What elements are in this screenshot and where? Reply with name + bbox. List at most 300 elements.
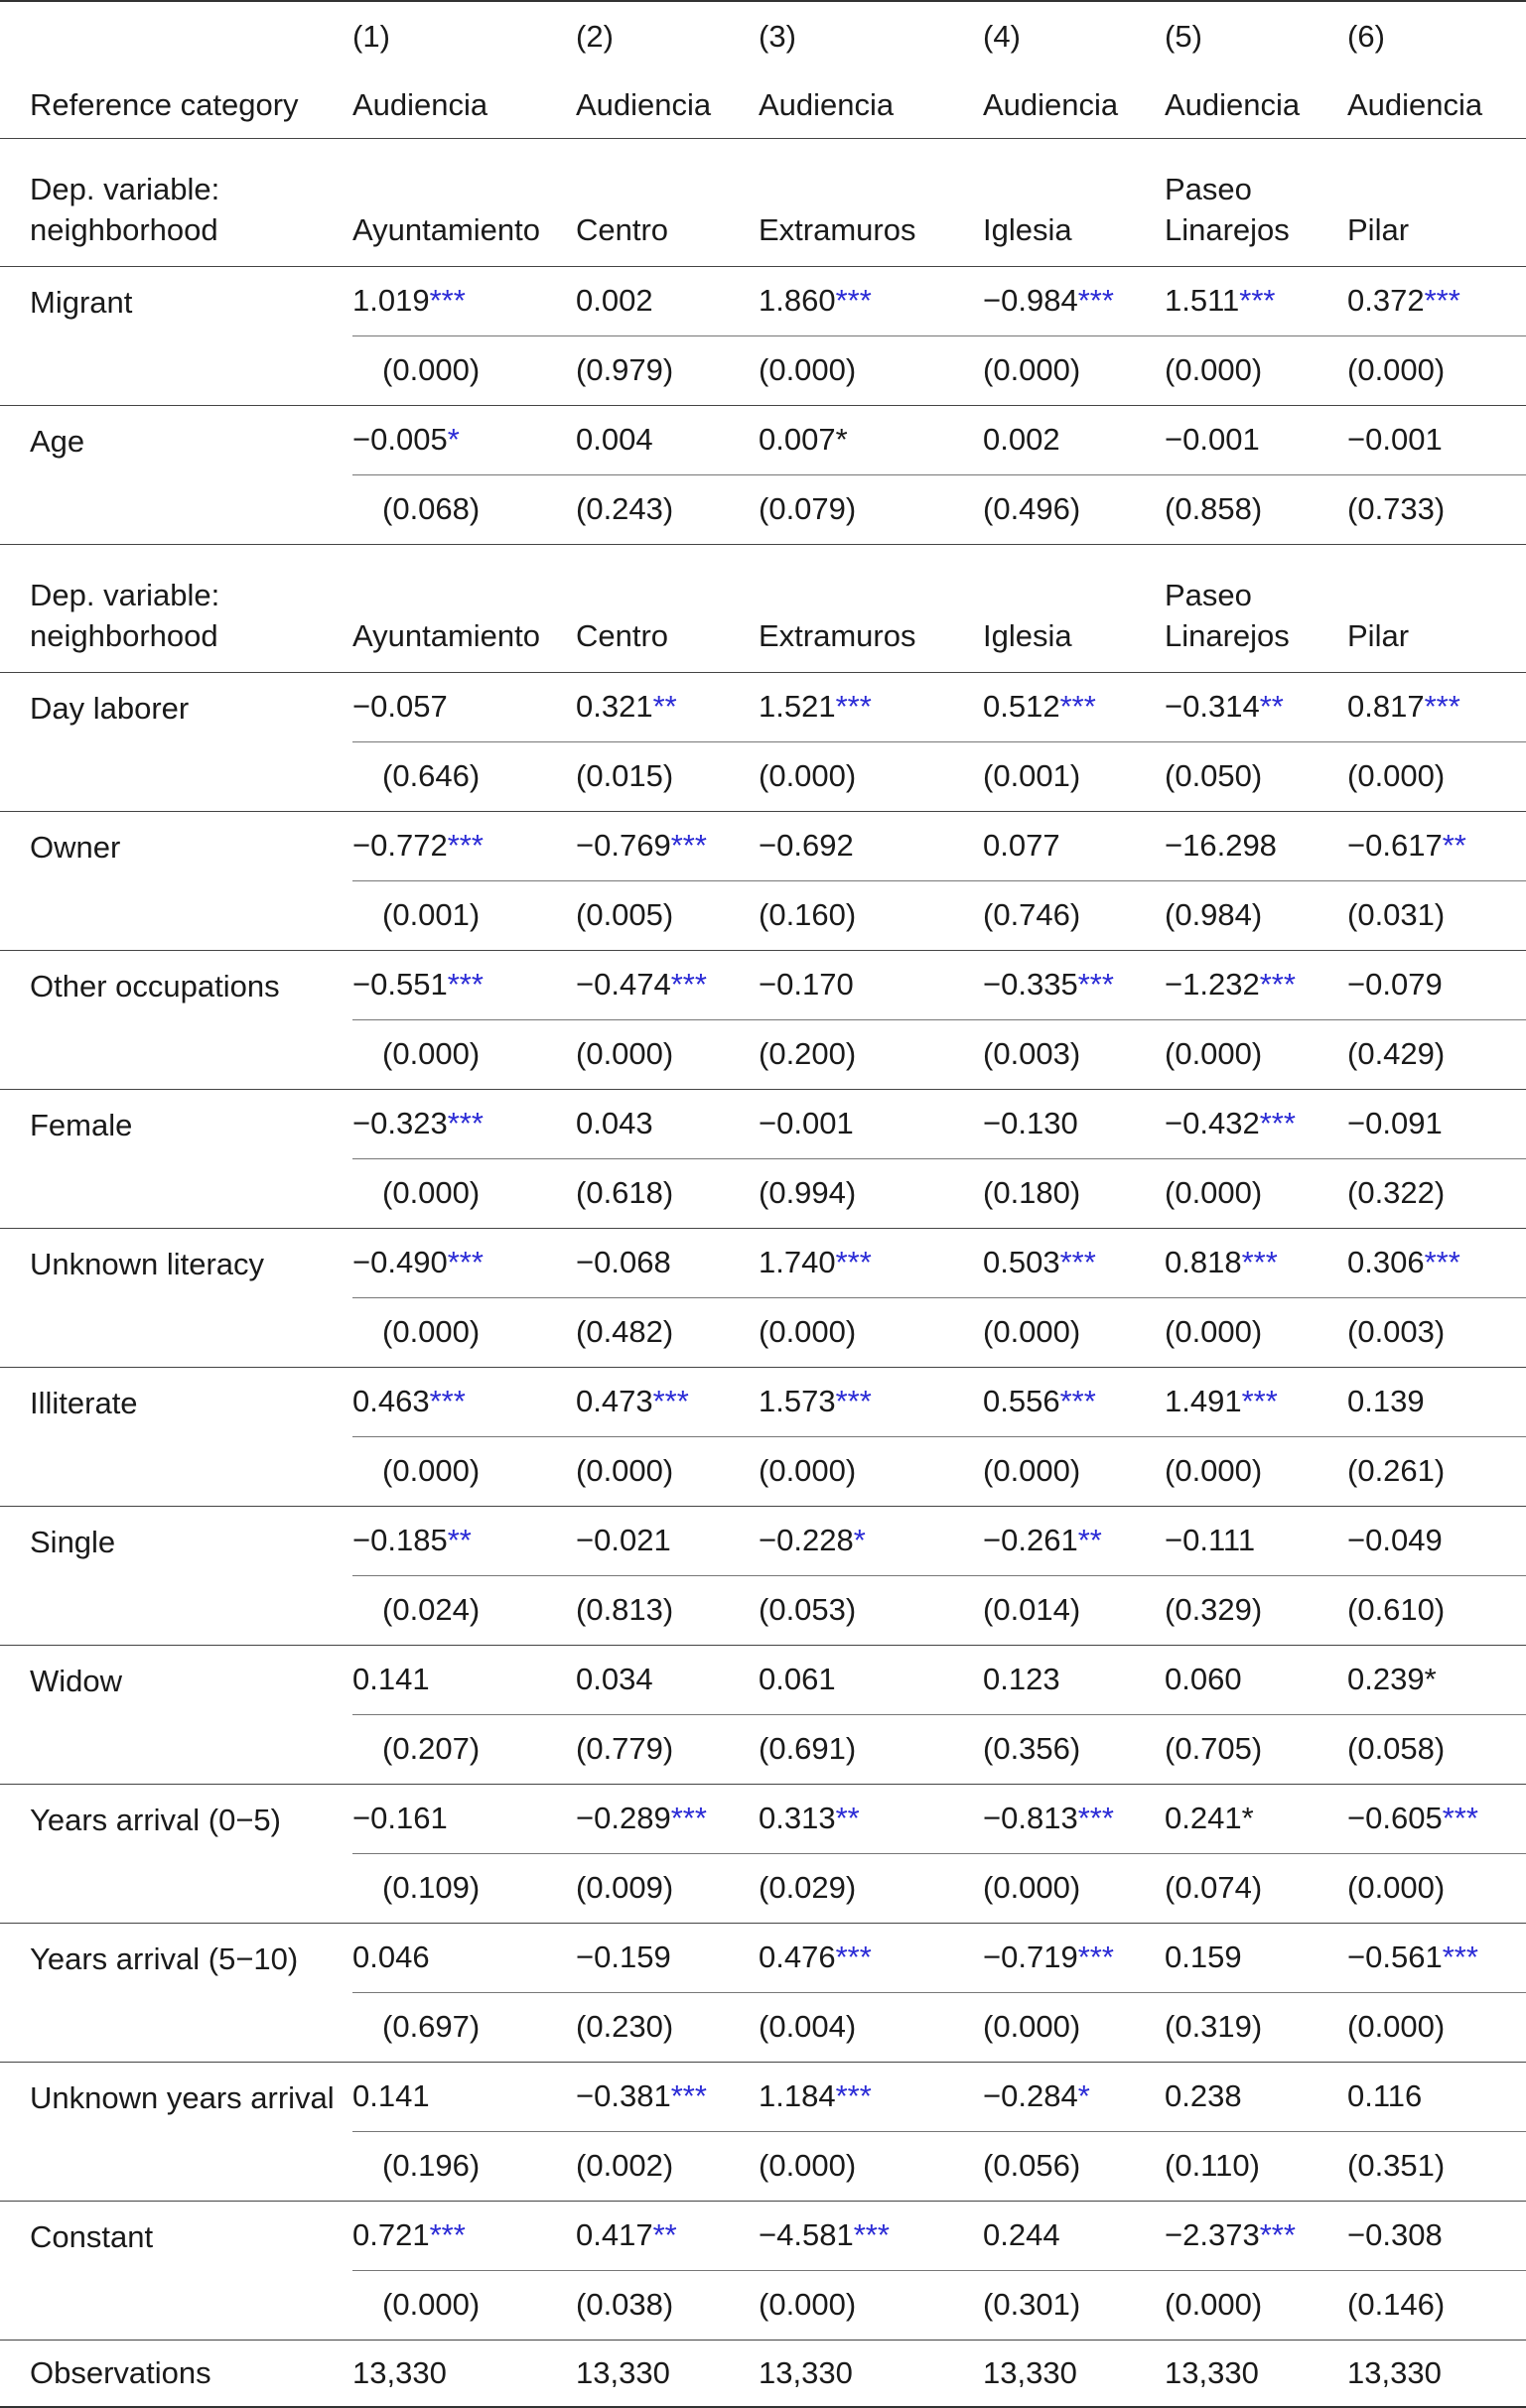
column-number: (6) (1347, 1, 1526, 72)
p-value-cell: (0.000) (759, 1437, 983, 1507)
p-value-cell: (0.646) (352, 742, 576, 812)
coefficient-cell (983, 406, 1165, 475)
p-value-cell: (0.858) (1165, 475, 1347, 545)
significance-stars: * (853, 1523, 866, 1558)
significance-stars: * (1077, 2078, 1090, 2114)
p-value-cell: (0.000) (1347, 1993, 1526, 2063)
p-value-cell: (0.000) (1347, 336, 1526, 406)
significance-stars: * (1424, 1662, 1437, 1697)
p-value-cell: (0.733) (1347, 475, 1526, 545)
significance-stars: *** (1077, 1801, 1114, 1836)
coefficient-row (0, 406, 1526, 475)
coefficient-cell (759, 812, 983, 881)
dependent-variable-value: Centro (576, 139, 759, 267)
coefficient-value: 0.463 (352, 1384, 430, 1419)
significance-stars: *** (447, 1106, 484, 1141)
coefficient-cell (1165, 1785, 1347, 1854)
significance-stars: *** (1442, 1801, 1478, 1836)
coefficient-cell (352, 1507, 576, 1576)
variable-label: Age (0, 406, 352, 545)
observations-value: 13,330 (352, 2341, 576, 2408)
coefficient-value: 1.491 (1165, 1384, 1242, 1419)
p-value-cell: (0.000) (983, 1854, 1165, 1924)
significance-stars: *** (1424, 689, 1460, 725)
significance-stars: * (835, 422, 848, 458)
p-value-cell: (0.004) (759, 1993, 983, 2063)
variable-label: Unknown literacy (0, 1229, 352, 1368)
dependent-variable-value: Iglesia (983, 545, 1165, 673)
coefficient-cell (352, 2202, 576, 2271)
variable-label: Years arrival (5−10) (0, 1924, 352, 2063)
coefficient-value: −0.161 (352, 1801, 448, 1836)
observations-value: 13,330 (983, 2341, 1165, 2408)
observations-value: 13,330 (576, 2341, 759, 2408)
coefficient-value: −0.289 (576, 1801, 671, 1836)
significance-stars: *** (1077, 283, 1114, 319)
corner-cell (0, 1, 352, 72)
coefficient-cell (1165, 1368, 1347, 1437)
reference-category-value: Audiencia (759, 72, 983, 139)
p-value-cell: (0.003) (1347, 1298, 1526, 1368)
coefficient-cell (983, 1090, 1165, 1159)
coefficient-value: 0.007 (759, 422, 836, 458)
p-value-cell: (0.319) (1165, 1993, 1347, 2063)
variable-label: Owner (0, 812, 352, 951)
dependent-variable-value: Iglesia (983, 139, 1165, 267)
coefficient-row (0, 1090, 1526, 1159)
coefficient-value: −0.049 (1347, 1523, 1443, 1558)
coefficient-row (0, 2063, 1526, 2132)
significance-stars: *** (670, 828, 707, 864)
coefficient-cell (352, 1646, 576, 1715)
significance-stars: *** (1059, 689, 1096, 725)
coefficient-value: 1.019 (352, 283, 430, 319)
p-value-cell: (0.000) (1347, 742, 1526, 812)
dependent-variable-value: Ayuntamiento (352, 545, 576, 673)
significance-stars: *** (835, 1245, 872, 1280)
coefficient-value: 0.034 (576, 1662, 653, 1697)
coefficient-value: −0.335 (983, 967, 1078, 1003)
coefficient-value: 1.521 (759, 689, 836, 725)
p-value-cell: (0.005) (576, 881, 759, 951)
observations-value: 13,330 (1165, 2341, 1347, 2408)
p-value-cell: (0.003) (983, 1020, 1165, 1090)
coefficient-cell (1165, 406, 1347, 475)
p-value-cell: (0.000) (352, 2271, 576, 2341)
coefficient-value: −0.170 (759, 967, 854, 1003)
coefficient-value: 0.077 (983, 828, 1060, 864)
significance-stars: ** (835, 1801, 860, 1836)
p-value-cell: (0.691) (759, 1715, 983, 1785)
reference-category-value: Audiencia (576, 72, 759, 139)
coefficient-value: 0.417 (576, 2217, 653, 2253)
coefficient-cell (1347, 267, 1526, 336)
dependent-variable-row (0, 139, 1526, 267)
p-value-cell: (0.000) (1165, 336, 1347, 406)
p-value-cell: (0.180) (983, 1159, 1165, 1229)
coefficient-value: −16.298 (1165, 828, 1277, 864)
p-value-cell: (0.031) (1347, 881, 1526, 951)
dependent-variable-value: Extramuros (759, 139, 983, 267)
coefficient-value: −0.261 (983, 1523, 1078, 1558)
coefficient-cell (759, 1924, 983, 1993)
p-value-cell: (0.351) (1347, 2132, 1526, 2202)
coefficient-cell (576, 2063, 759, 2132)
p-value-cell: (0.000) (352, 1298, 576, 1368)
coefficient-cell (1165, 2063, 1347, 2132)
p-value-cell: (0.429) (1347, 1020, 1526, 1090)
coefficient-value: 0.372 (1347, 283, 1425, 319)
observations-label: Observations (0, 2341, 352, 2408)
coefficient-value: 1.860 (759, 283, 836, 319)
significance-stars: *** (1059, 1384, 1096, 1419)
coefficient-cell (1347, 1785, 1526, 1854)
significance-stars: *** (447, 1245, 484, 1280)
p-value-cell: (0.697) (352, 1993, 576, 2063)
coefficient-row (0, 673, 1526, 742)
significance-stars: *** (670, 967, 707, 1003)
coefficient-cell (576, 951, 759, 1020)
coefficient-value: 0.503 (983, 1245, 1060, 1280)
coefficient-value: 0.473 (576, 1384, 653, 1419)
significance-stars: *** (1259, 1106, 1296, 1141)
p-value-cell: (0.146) (1347, 2271, 1526, 2341)
p-value-cell: (0.994) (759, 1159, 983, 1229)
coefficient-cell (1165, 267, 1347, 336)
coefficient-value: 0.239 (1347, 1662, 1425, 1697)
p-value-cell: (0.207) (352, 1715, 576, 1785)
p-value-cell: (0.301) (983, 2271, 1165, 2341)
p-value-cell: (0.024) (352, 1576, 576, 1646)
coefficient-value: −0.001 (1347, 422, 1443, 458)
coefficient-value: −0.021 (576, 1523, 671, 1558)
coefficient-value: −0.185 (352, 1523, 448, 1558)
p-value-cell: (0.329) (1165, 1576, 1347, 1646)
coefficient-cell (983, 1368, 1165, 1437)
coefficient-cell (759, 1368, 983, 1437)
column-number-row (0, 1, 1526, 72)
coefficient-cell (1165, 1646, 1347, 1715)
coefficient-cell (759, 2202, 983, 2271)
p-value-cell: (0.618) (576, 1159, 759, 1229)
variable-label: Constant (0, 2202, 352, 2341)
p-value-cell: (0.053) (759, 1576, 983, 1646)
coefficient-value: −0.284 (983, 2078, 1078, 2114)
coefficient-value: 0.141 (352, 2078, 430, 2114)
p-value-cell: (0.705) (1165, 1715, 1347, 1785)
significance-stars: *** (1239, 283, 1276, 319)
coefficient-cell (983, 1785, 1165, 1854)
significance-stars: * (447, 422, 460, 458)
coefficient-cell (983, 812, 1165, 881)
p-value-cell: (0.109) (352, 1854, 576, 1924)
coefficient-cell (576, 1090, 759, 1159)
p-value-cell: (0.261) (1347, 1437, 1526, 1507)
p-value-cell: (0.002) (576, 2132, 759, 2202)
column-number: (1) (352, 1, 576, 72)
reference-category-value: Audiencia (352, 72, 576, 139)
coefficient-cell (1165, 1924, 1347, 1993)
p-value-cell: (0.000) (1165, 1298, 1347, 1368)
p-value-cell: (0.000) (983, 1993, 1165, 2063)
p-value-cell: (0.000) (759, 742, 983, 812)
coefficient-cell (1347, 1507, 1526, 1576)
variable-label: Other occupations (0, 951, 352, 1090)
coefficient-value: −0.001 (759, 1106, 854, 1141)
coefficient-value: −0.005 (352, 422, 448, 458)
coefficient-cell (1347, 1229, 1526, 1298)
coefficient-cell (576, 1229, 759, 1298)
coefficient-cell (1347, 1090, 1526, 1159)
column-number: (2) (576, 1, 759, 72)
significance-stars: ** (1077, 1523, 1102, 1558)
coefficient-cell (1165, 1229, 1347, 1298)
coefficient-value: −0.381 (576, 2078, 671, 2114)
coefficient-value: 0.476 (759, 1940, 836, 1975)
coefficient-value: −0.551 (352, 967, 448, 1003)
dependent-variable-value: Ayuntamiento (352, 139, 576, 267)
observations-value: 13,330 (759, 2341, 983, 2408)
dependent-variable-value: Paseo Linarejos (1165, 545, 1347, 673)
coefficient-row (0, 1229, 1526, 1298)
coefficient-cell (352, 951, 576, 1020)
p-value-cell: (0.079) (759, 475, 983, 545)
coefficient-cell (576, 1785, 759, 1854)
coefficient-row (0, 1368, 1526, 1437)
significance-stars: *** (429, 2217, 466, 2253)
coefficient-value: −4.581 (759, 2217, 854, 2253)
coefficient-value: 0.123 (983, 1662, 1060, 1697)
p-value-cell: (0.610) (1347, 1576, 1526, 1646)
p-value-cell: (0.000) (352, 1159, 576, 1229)
p-value-cell: (0.000) (576, 1437, 759, 1507)
p-value-cell: (0.001) (983, 742, 1165, 812)
coefficient-cell (983, 951, 1165, 1020)
coefficient-value: −0.617 (1347, 828, 1443, 864)
variable-label: Single (0, 1507, 352, 1646)
coefficient-value: 0.061 (759, 1662, 836, 1697)
column-number: (3) (759, 1, 983, 72)
coefficient-cell (1347, 406, 1526, 475)
dependent-variable-value: Pilar (1347, 545, 1526, 673)
coefficient-value: 0.244 (983, 2217, 1060, 2253)
coefficient-cell (1165, 812, 1347, 881)
significance-stars: ** (1259, 689, 1284, 725)
coefficient-value: 1.184 (759, 2078, 836, 2114)
significance-stars: *** (1077, 967, 1114, 1003)
coefficient-value: −0.769 (576, 828, 671, 864)
p-value-cell: (0.230) (576, 1993, 759, 2063)
coefficient-cell (1347, 812, 1526, 881)
coefficient-cell (576, 1924, 759, 1993)
significance-stars: *** (1077, 1940, 1114, 1975)
p-value-cell: (0.746) (983, 881, 1165, 951)
coefficient-cell (983, 2063, 1165, 2132)
p-value-cell: (0.000) (1165, 1020, 1347, 1090)
coefficient-row (0, 1646, 1526, 1715)
dependent-variable-value: Pilar (1347, 139, 1526, 267)
coefficient-cell (1165, 1507, 1347, 1576)
p-value-cell: (0.322) (1347, 1159, 1526, 1229)
coefficient-value: −0.719 (983, 1940, 1078, 1975)
significance-stars: *** (652, 1384, 689, 1419)
coefficient-value: −0.813 (983, 1801, 1078, 1836)
significance-stars: *** (835, 2078, 872, 2114)
coefficient-value: −0.001 (1165, 422, 1260, 458)
p-value-cell: (0.496) (983, 475, 1165, 545)
variable-label: Female (0, 1090, 352, 1229)
coefficient-value: −0.561 (1347, 1940, 1443, 1975)
coefficient-cell (1347, 1368, 1526, 1437)
dependent-variable-row (0, 545, 1526, 673)
p-value-cell: (0.000) (352, 336, 576, 406)
significance-stars: ** (1442, 828, 1466, 864)
coefficient-value: 0.002 (983, 422, 1060, 458)
coefficient-row (0, 1924, 1526, 1993)
column-number: (4) (983, 1, 1165, 72)
significance-stars: *** (1241, 1245, 1278, 1280)
coefficient-value: 1.573 (759, 1384, 836, 1419)
coefficient-value: 0.139 (1347, 1384, 1425, 1419)
p-value-cell: (0.000) (1165, 2271, 1347, 2341)
p-value-cell: (0.000) (759, 1298, 983, 1368)
p-value-cell: (0.243) (576, 475, 759, 545)
coefficient-value: 0.002 (576, 283, 653, 319)
coefficient-value: 0.043 (576, 1106, 653, 1141)
significance-stars: *** (670, 1801, 707, 1836)
coefficient-row (0, 951, 1526, 1020)
coefficient-cell (1165, 951, 1347, 1020)
coefficient-cell (1165, 2202, 1347, 2271)
p-value-cell: (0.009) (576, 1854, 759, 1924)
coefficient-value: 0.241 (1165, 1801, 1242, 1836)
p-value-cell: (0.000) (983, 1437, 1165, 1507)
coefficient-value: 0.238 (1165, 2078, 1242, 2114)
coefficient-cell (983, 1646, 1165, 1715)
p-value-cell: (0.038) (576, 2271, 759, 2341)
p-value-cell: (0.000) (576, 1020, 759, 1090)
coefficient-cell (352, 267, 576, 336)
p-value-cell: (0.979) (576, 336, 759, 406)
dependent-variable-label: Dep. variable: neighborhood (0, 545, 352, 673)
coefficient-value: −0.692 (759, 828, 854, 864)
coefficient-value: −0.323 (352, 1106, 448, 1141)
coefficient-cell (983, 2202, 1165, 2271)
significance-stars: *** (447, 967, 484, 1003)
coefficient-cell (576, 812, 759, 881)
reference-category-row (0, 72, 1526, 139)
p-value-cell: (0.074) (1165, 1854, 1347, 1924)
coefficient-cell (352, 2063, 576, 2132)
significance-stars: *** (835, 283, 872, 319)
p-value-cell: (0.000) (759, 2271, 983, 2341)
coefficient-cell (576, 1646, 759, 1715)
significance-stars: *** (1241, 1384, 1278, 1419)
p-value-cell: (0.050) (1165, 742, 1347, 812)
reference-category-value: Audiencia (983, 72, 1165, 139)
dependent-variable-value: Centro (576, 545, 759, 673)
coefficient-cell (759, 267, 983, 336)
coefficient-value: −0.984 (983, 283, 1078, 319)
coefficient-row (0, 812, 1526, 881)
coefficient-value: 0.818 (1165, 1245, 1242, 1280)
coefficient-cell (352, 1229, 576, 1298)
coefficient-value: 0.321 (576, 689, 653, 725)
coefficient-cell (983, 1924, 1165, 1993)
coefficient-cell (759, 673, 983, 742)
coefficient-cell (576, 2202, 759, 2271)
p-value-cell: (0.356) (983, 1715, 1165, 1785)
variable-label: Migrant (0, 267, 352, 406)
coefficient-cell (1347, 2063, 1526, 2132)
variable-label: Day laborer (0, 673, 352, 812)
p-value-cell: (0.000) (1347, 1854, 1526, 1924)
coefficient-value: 0.004 (576, 422, 653, 458)
column-number: (5) (1165, 1, 1347, 72)
observations-value: 13,330 (1347, 2341, 1526, 2408)
coefficient-value: 0.060 (1165, 1662, 1242, 1697)
coefficient-cell (1347, 1924, 1526, 1993)
coefficient-value: −0.314 (1165, 689, 1260, 725)
coefficient-cell (759, 1507, 983, 1576)
coefficient-cell (1347, 2202, 1526, 2271)
coefficient-cell (1347, 951, 1526, 1020)
dependent-variable-value: Extramuros (759, 545, 983, 673)
coefficient-cell (1165, 1090, 1347, 1159)
variable-label: Years arrival (0−5) (0, 1785, 352, 1924)
coefficient-value: −0.432 (1165, 1106, 1260, 1141)
p-value-cell: (0.000) (352, 1020, 576, 1090)
coefficient-value: 0.116 (1347, 2078, 1423, 2114)
coefficient-value: −0.068 (576, 1245, 671, 1280)
coefficient-row (0, 1785, 1526, 1854)
reference-category-label: Reference category (0, 72, 352, 139)
coefficient-value: −0.079 (1347, 967, 1443, 1003)
coefficient-value: 0.313 (759, 1801, 836, 1836)
p-value-cell: (0.015) (576, 742, 759, 812)
p-value-cell: (0.000) (759, 2132, 983, 2202)
p-value-cell: (0.160) (759, 881, 983, 951)
coefficient-cell (576, 1368, 759, 1437)
variable-label: Widow (0, 1646, 352, 1785)
significance-stars: *** (1059, 1245, 1096, 1280)
p-value-cell: (0.000) (983, 1298, 1165, 1368)
coefficient-value: −0.111 (1165, 1523, 1256, 1558)
coefficient-value: −0.490 (352, 1245, 448, 1280)
coefficient-cell (983, 1229, 1165, 1298)
p-value-cell: (0.200) (759, 1020, 983, 1090)
coefficient-cell (759, 406, 983, 475)
coefficient-value: −0.228 (759, 1523, 854, 1558)
coefficient-cell (576, 406, 759, 475)
coefficient-cell (759, 1646, 983, 1715)
coefficient-cell (983, 673, 1165, 742)
coefficient-value: −0.091 (1347, 1106, 1443, 1141)
coefficient-value: 0.721 (352, 2217, 430, 2253)
coefficient-cell (576, 1507, 759, 1576)
coefficient-value: −1.232 (1165, 967, 1260, 1003)
p-value-cell: (0.196) (352, 2132, 576, 2202)
coefficient-cell (352, 812, 576, 881)
significance-stars: *** (853, 2217, 890, 2253)
significance-stars: *** (429, 1384, 466, 1419)
coefficient-value: 0.141 (352, 1662, 430, 1697)
coefficient-cell (983, 1507, 1165, 1576)
p-value-cell: (0.000) (352, 1437, 576, 1507)
coefficient-cell (1347, 673, 1526, 742)
significance-stars: ** (652, 689, 677, 725)
p-value-cell: (0.029) (759, 1854, 983, 1924)
